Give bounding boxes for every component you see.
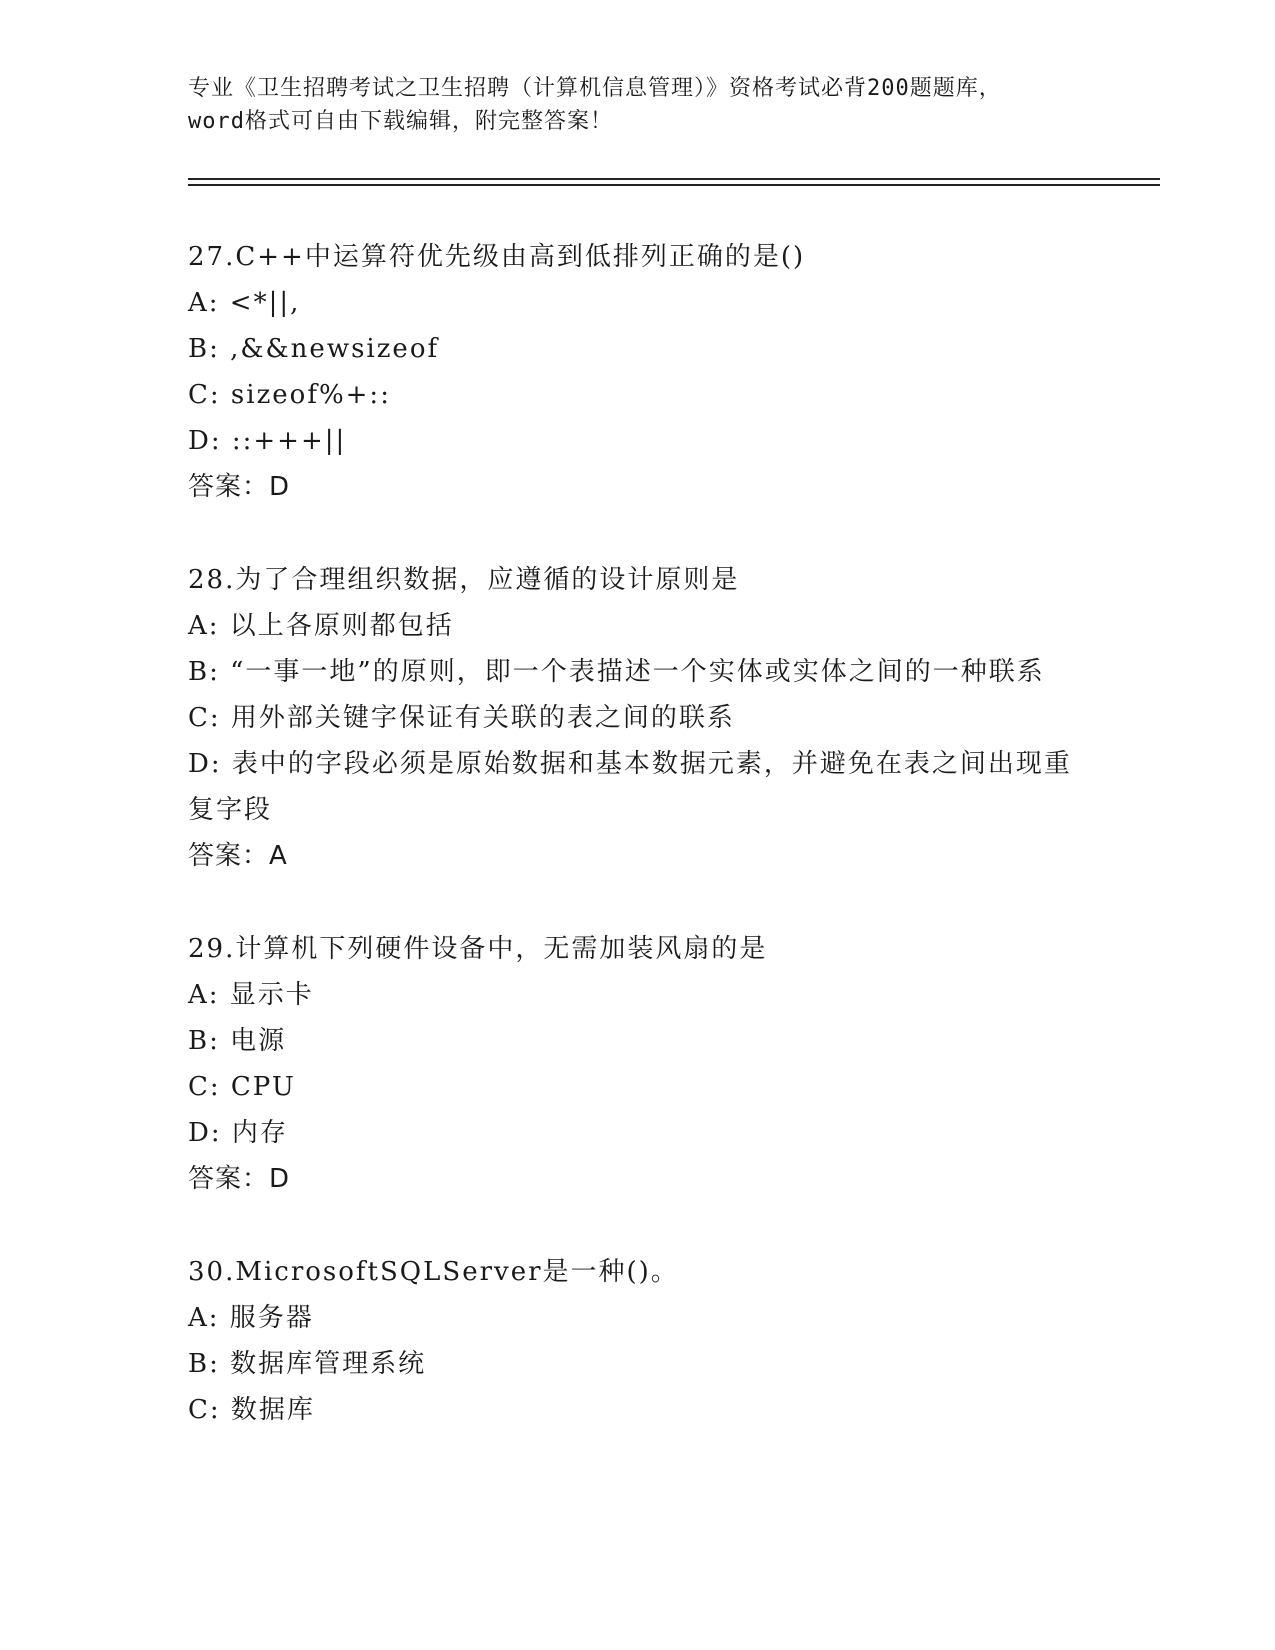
option-d: D: 内存 [188, 1118, 288, 1148]
option-b: B: 数据库管理系统 [188, 1349, 427, 1379]
question-list [188, 234, 1088, 1480]
header-line-2: word格式可自由下载编辑，附完整答案！ [188, 109, 613, 134]
question-stem: 28.为了合理组织数据，应遵循的设计原则是 [188, 565, 740, 595]
option-b: B: 电源 [188, 1026, 287, 1056]
question-27 [188, 234, 1088, 510]
question-stem: 30.MicrosoftSQLServer是一种()。 [188, 1257, 679, 1287]
question-30 [188, 1249, 1088, 1433]
question-stem: 27.C++中运算符优先级由高到低排列正确的是() [188, 242, 806, 272]
option-d: D: 表中的字段必须是原始数据和基本数据元素，并避免在表之间出现重复字段 [188, 749, 1072, 825]
option-c: C: sizeof%+:: [188, 380, 391, 410]
header-divider-bottom [188, 184, 1160, 186]
header-line-1: 专业《卫生招聘考试之卫生招聘（计算机信息管理）》资格考试必背200题题库， [188, 76, 1002, 101]
answer: 答案：A [188, 841, 288, 871]
question-29 [188, 926, 1088, 1202]
option-a: A: 以上各原则都包括 [188, 611, 454, 641]
answer: 答案：D [188, 472, 291, 502]
option-a: A: <*||, [188, 288, 301, 318]
answer: 答案：D [188, 1164, 291, 1194]
option-c: C: 数据库 [188, 1395, 315, 1425]
option-b: B: “一事一地”的原则，即一个表描述一个实体或实体之间的一种联系 [188, 657, 1045, 687]
option-b: B: ,&&newsizeof [188, 334, 440, 364]
question-stem: 29.计算机下列硬件设备中，无需加装风扇的是 [188, 934, 768, 964]
question-28 [188, 557, 1088, 879]
document-header [188, 72, 1088, 138]
option-a: A: 显示卡 [188, 980, 314, 1010]
option-c: C: CPU [188, 1072, 296, 1102]
option-d: D: ::+++|| [188, 426, 347, 456]
option-c: C: 用外部关键字保证有关联的表之间的联系 [188, 703, 735, 733]
header-divider-top [188, 178, 1160, 180]
option-a: A: 服务器 [188, 1303, 314, 1333]
